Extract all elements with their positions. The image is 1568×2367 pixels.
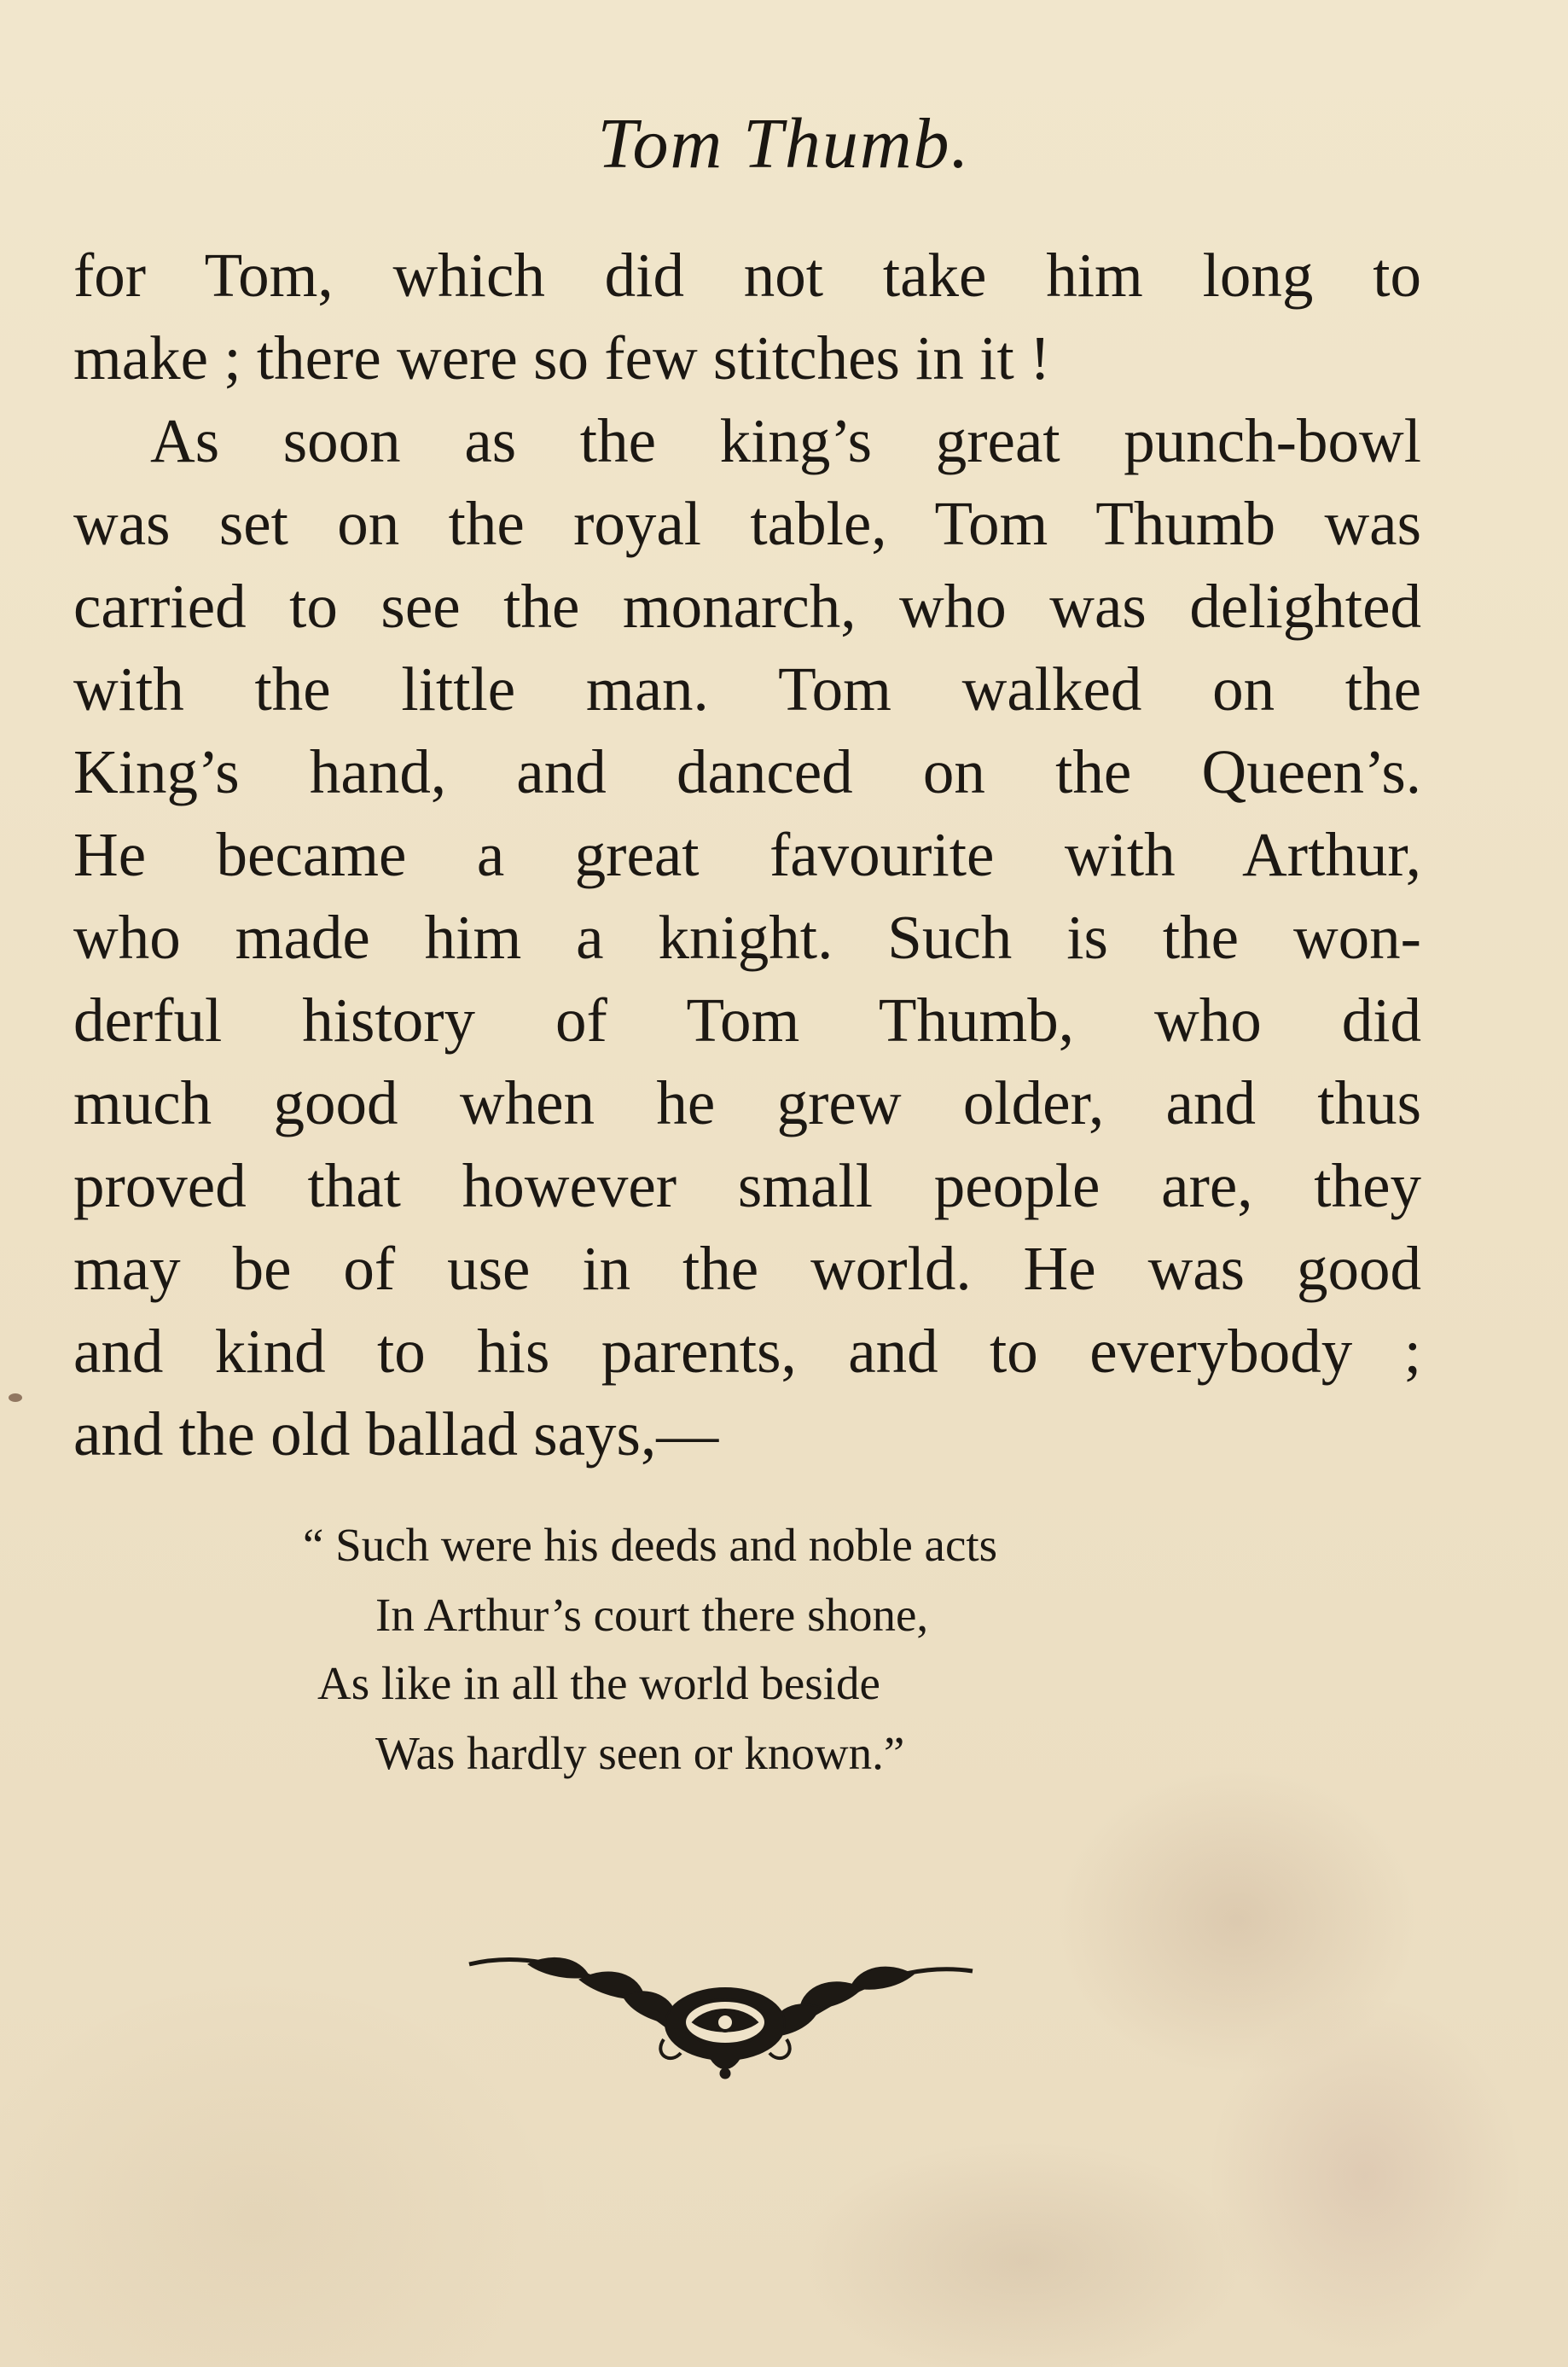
verse-line: As like in all the world beside	[317, 1657, 880, 1709]
text-line: make ; there were so few stitches in it !	[73, 323, 1051, 393]
text-line: and kind to his parents, and to everybody ;	[73, 1317, 1421, 1386]
text-line: who made him a knight. Such is the won-	[73, 903, 1421, 972]
floral-tailpiece-icon	[461, 1945, 981, 2082]
text-line: may be of use in the world. He was good	[73, 1234, 1421, 1303]
ink-speck	[9, 1393, 22, 1402]
verse-line: “ Such were his deeds and noble acts	[303, 1519, 998, 1571]
text-line: derful history of Tom Thumb, who did	[73, 986, 1421, 1055]
running-head: Tom Thumb.	[597, 104, 971, 183]
text-line: He became a great favourite with Arthur,	[73, 820, 1421, 889]
text-line: carried to see the monarch, who was delighted	[73, 572, 1421, 641]
text-line: King’s hand, and danced on the Queen’s.	[73, 737, 1421, 806]
body-paragraph	[73, 234, 1421, 1475]
verse-line: In Arthur’s court there shone,	[375, 1589, 929, 1641]
text-line: much good when he grew older, and thus	[73, 1068, 1421, 1137]
text-line: for Tom, which did not take him long to	[73, 241, 1421, 310]
text-line: proved that however small people are, they	[73, 1151, 1421, 1220]
text-line: with the little man. Tom walked on the	[73, 654, 1421, 724]
text-line: As soon as the king’s great punch-bowl	[150, 406, 1421, 475]
text-line: was set on the royal table, Tom Thumb was	[73, 489, 1421, 558]
verse-line: Was hardly seen or known.”	[375, 1727, 905, 1779]
text-line: and the old ballad says,—	[73, 1399, 719, 1468]
